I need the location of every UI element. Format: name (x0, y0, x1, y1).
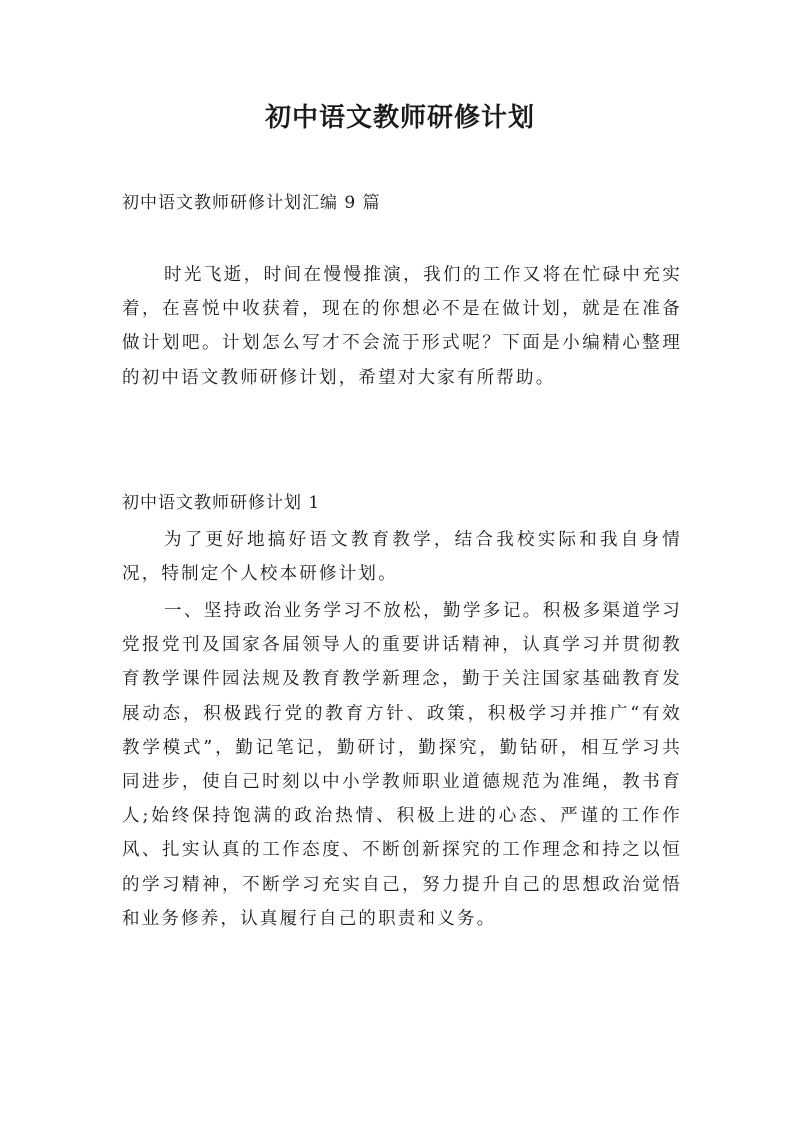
body-paragraph: 为了更好地搞好语文教育教学，结合我校实际和我自身情况，特制定个人校本研修计划。 (122, 530, 682, 585)
section-heading: 初中语文教师研修计划 1 (122, 493, 321, 513)
document-title: 初中语文教师研修计划 (264, 103, 535, 133)
document-subtitle: 初中语文教师研修计划汇编 9 篇 (122, 193, 381, 213)
intro-paragraph: 时光飞逝，时间在慢慢推演，我们的工作又将在忙碌中充实着，在喜悦中收获着，现在的你想必不是在做计划，就是在准备做计划吧。计划怎么写才不会流于形式呢？下面是小编精心整理的初中语文教师研修计划，希望对大家有所帮助。 (122, 265, 682, 388)
body-paragraph: 一、坚持政治业务学习不放松，勤学多记。积极多渠道学习党报党刊及国家各届领导人的重要讲话精神，认真学习并贯彻教育教学课件园法规及教育教学新理念，勤于关注国家基础教育发展动态，积极践行党的教育方针、政策，积极学习并推广“有效教学模式”，勤记笔记，勤研讨，勤探究，勤钻研，相互学习共同进步，使自己时刻以中小学教师职业道德规范为准绳，教书育人;始终保持饱满的政治热情、积极上进的心态、严谨的工作作风、扎实认真的工作态度、不断创新探究的工作理念和持之以恒的学习精神，不断学习充实自己，努力提升自己的思想政治觉悟和业务修养，认真履行自己的职责和义务。 (122, 601, 682, 929)
